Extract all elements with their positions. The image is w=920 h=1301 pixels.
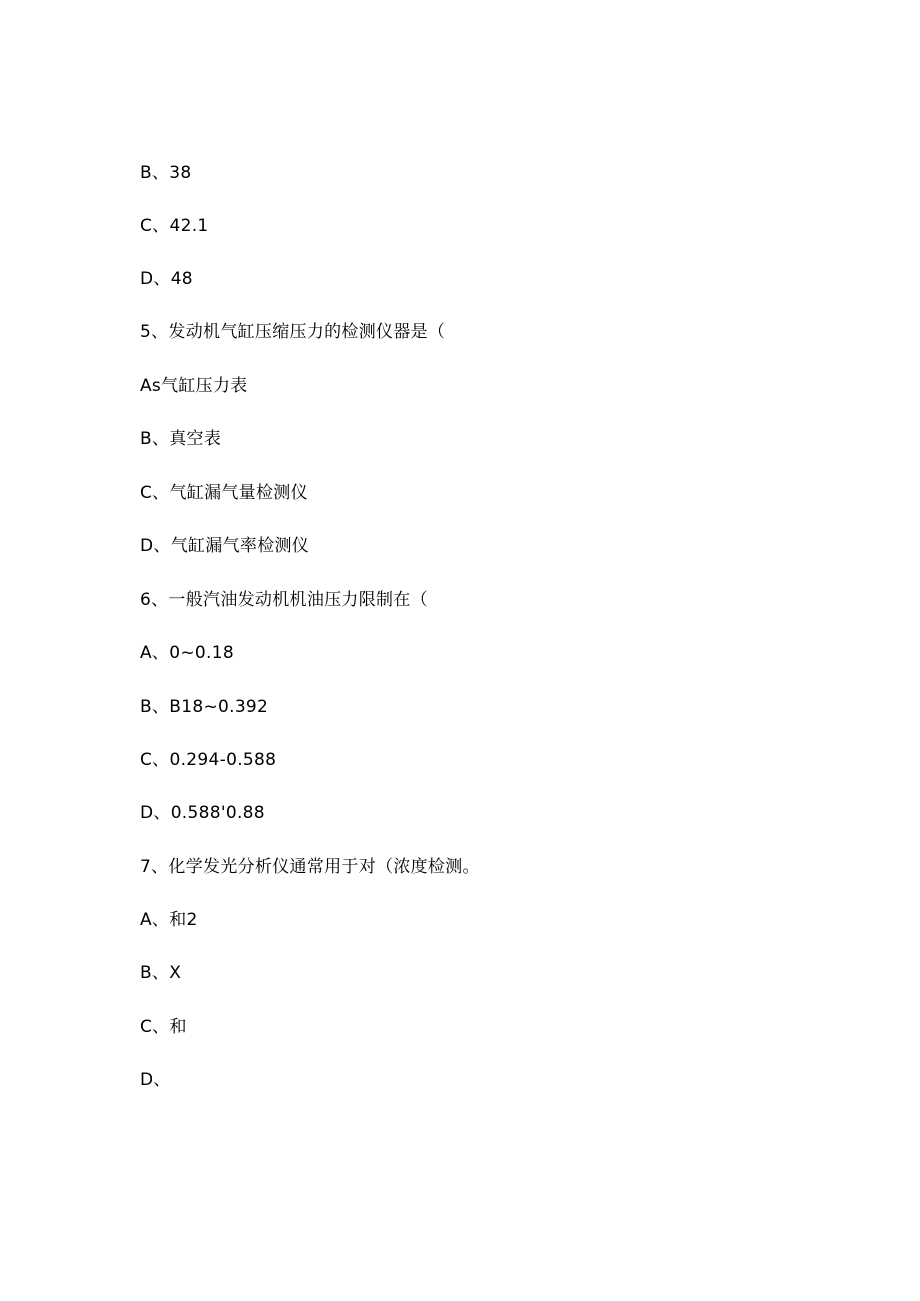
option-d-q5: D、气缸漏气率检测仪 — [140, 536, 310, 556]
question-7: 7、化学发光分析仪通常用于对（浓度检测。 — [140, 857, 480, 877]
option-a-q7: A、和2 — [140, 910, 198, 930]
option-c-q4: C、42.1 — [140, 216, 209, 236]
question-6: 6、一般汽油发动机机油压力限制在（ — [140, 590, 428, 610]
option-b-q7: B、X — [140, 963, 182, 983]
option-a-q6: A、0~0.18 — [140, 643, 234, 663]
option-b-q4: B、38 — [140, 163, 192, 183]
option-b-q5: B、真空表 — [140, 429, 222, 449]
option-d-q7: D、 — [140, 1070, 171, 1090]
option-d-q6: D、0.588'0.88 — [140, 803, 265, 823]
option-c-q7: C、和 — [140, 1017, 187, 1037]
option-c-q5: C、气缸漏气量检测仪 — [140, 483, 308, 503]
option-a-q5: As气缸压力表 — [140, 376, 248, 396]
question-5: 5、发动机气缸压缩压力的检测仪器是（ — [140, 322, 446, 342]
option-c-q6: C、0.294-0.588 — [140, 750, 277, 770]
option-d-q4: D、48 — [140, 269, 193, 289]
option-b-q6: B、B18~0.392 — [140, 697, 269, 717]
